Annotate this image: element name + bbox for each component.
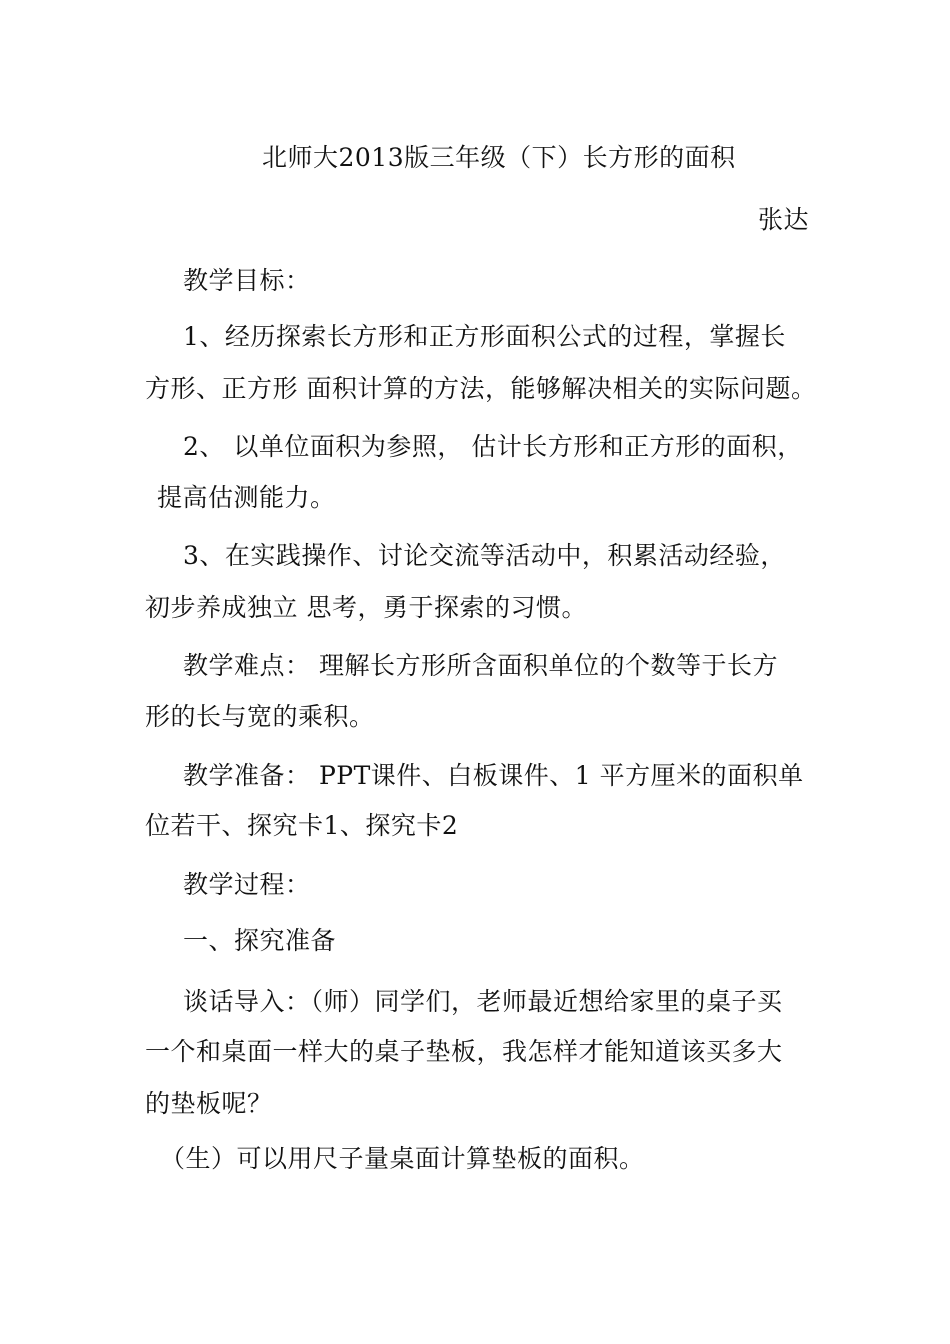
objectives-heading: 教学目标： bbox=[183, 266, 311, 295]
objective-2-line-1: 2、 以单位面积为参照， 估计长方形和正方形的面积， bbox=[183, 432, 803, 461]
preparation-line-1: 教学准备： PPT课件、白板课件、1 平方厘米的面积单 bbox=[183, 761, 804, 790]
objective-1-line-2: 方形、正方形 面积计算的方法，能够解决相关的实际问题。 bbox=[145, 374, 817, 403]
objective-3-line-2: 初步养成独立 思考，勇于探索的习惯。 bbox=[145, 593, 587, 622]
process-heading: 教学过程： bbox=[183, 870, 311, 899]
section-1-heading: 一、探究准备 bbox=[183, 926, 337, 955]
student-answer: （生）可以用尺子量桌面计算垫板的面积。 bbox=[160, 1144, 645, 1173]
difficulty-line-1: 教学难点： 理解长方形所含面积单位的个数等于长方 bbox=[183, 651, 778, 680]
document-title: 北师大2013版三年级（下）长方形的面积 bbox=[262, 143, 736, 172]
preparation-line-2: 位若干、探究卡1、探究卡2 bbox=[145, 811, 459, 840]
difficulty-line-2: 形的长与宽的乘积。 bbox=[145, 702, 375, 731]
intro-line-2: 一个和桌面一样大的桌子垫板，我怎样才能知道该买多大 bbox=[145, 1037, 783, 1066]
objective-2-line-2: 提高估测能力。 bbox=[157, 483, 336, 512]
objective-3-line-1: 3、在实践操作、讨论交流等活动中，积累活动经验， bbox=[183, 541, 786, 570]
author-name: 张达 bbox=[758, 205, 810, 234]
intro-line-3: 的垫板呢？ bbox=[145, 1089, 273, 1118]
intro-line-1: 谈话导入：（师）同学们，老师最近想给家里的桌子买 bbox=[183, 987, 783, 1016]
objective-1-line-1: 1、经历探索长方形和正方形面积公式的过程，掌握长 bbox=[183, 322, 786, 351]
